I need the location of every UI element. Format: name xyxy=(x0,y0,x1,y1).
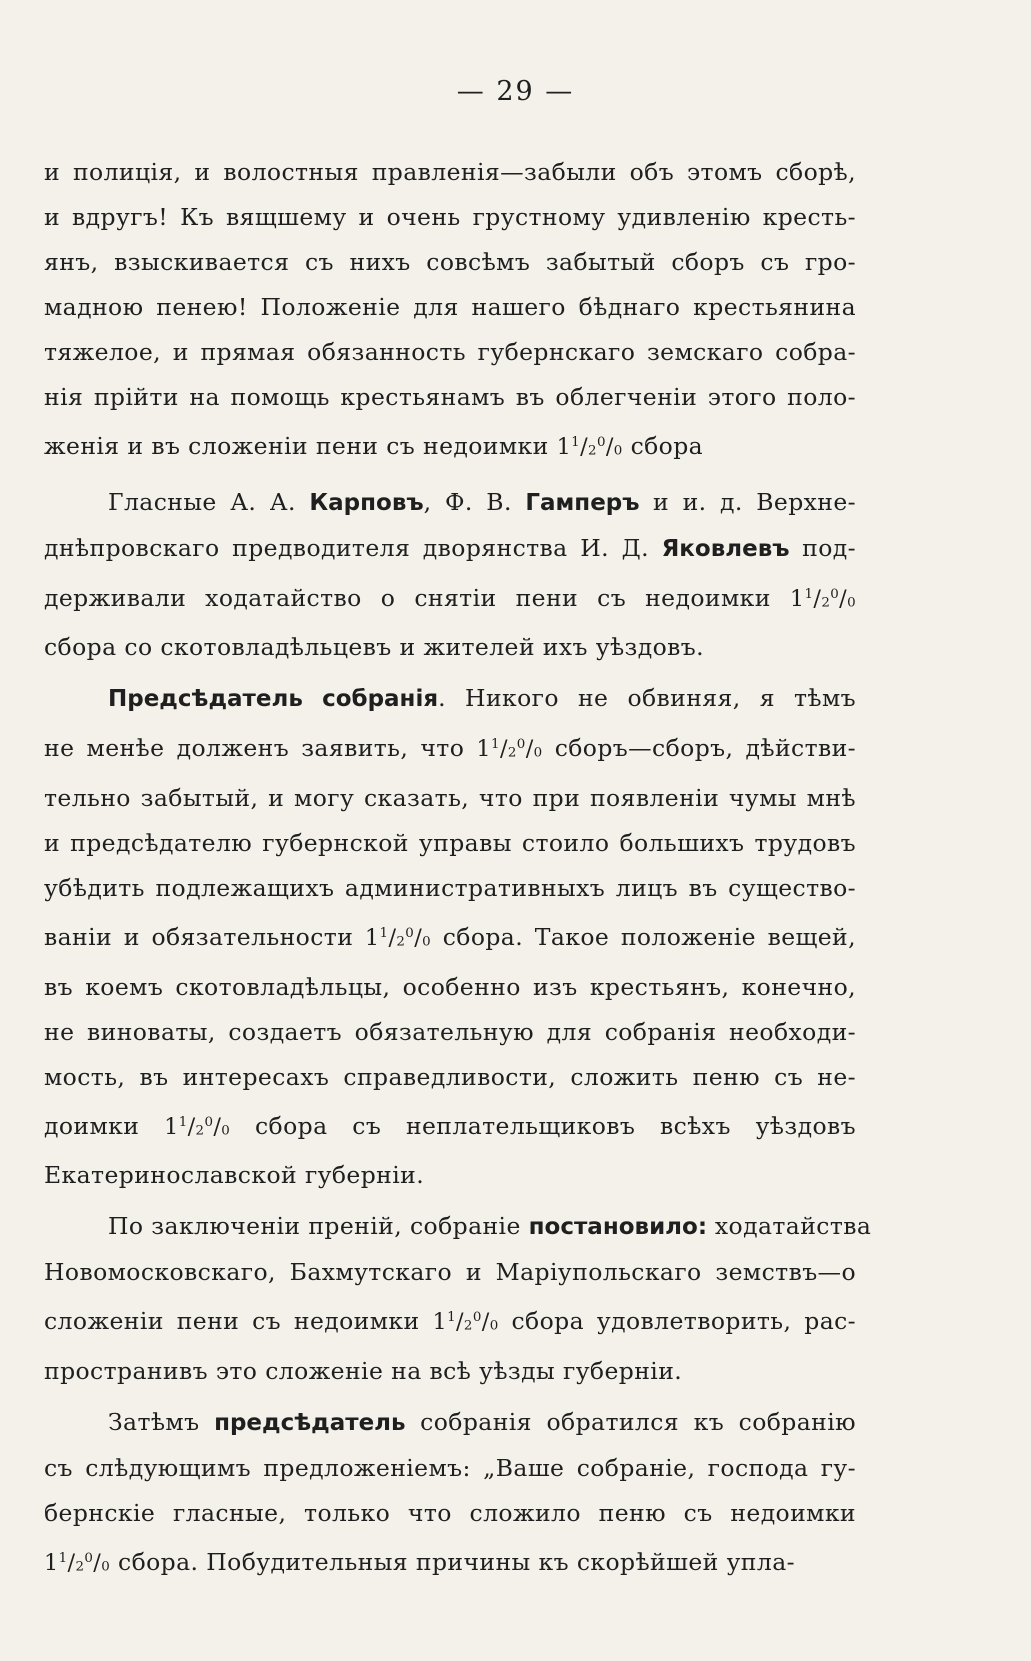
fraction-percent: $1^1/_2^0/_0$ xyxy=(432,1309,499,1336)
text-line xyxy=(108,1400,856,1446)
text-line xyxy=(108,480,856,526)
text-line xyxy=(44,1010,856,1055)
fraction-percent: $1^1/_2^0/_0$ xyxy=(789,585,856,612)
text-line xyxy=(44,1446,856,1491)
text-line xyxy=(44,375,856,420)
text-run: тельно забытый, и могу сказать, что при появленіи чумы мнѣ xyxy=(44,784,856,813)
text-run: ваніи и обязательности xyxy=(44,923,365,952)
text-run: въ коемъ скотовладѣльцы, особенно изъ крестьянъ, конечно, xyxy=(44,972,856,1001)
text-line xyxy=(108,676,856,722)
text-line xyxy=(44,1100,856,1154)
paragraph xyxy=(44,1400,856,1590)
text-run: Новомосковскаго, Бахмутскаго и Маріупольскаго земствъ—о xyxy=(44,1258,856,1287)
text-line xyxy=(44,722,856,776)
text-run: сбора. Побудительныя причины къ скорѣйшей упла- xyxy=(110,1548,795,1577)
text-run: и предсѣдателю губернской управы стоило большихъ трудовъ xyxy=(44,829,856,858)
text-line xyxy=(44,526,856,572)
text-run: собранія обратился къ собранію xyxy=(405,1408,857,1437)
text-run: тяжелое, и прямая обязанность губернскаго земскаго собра- xyxy=(44,338,856,366)
text-run: нія прійти на помощь крестьянамъ въ облегченіи этого поло- xyxy=(44,383,856,411)
text-line xyxy=(44,1055,856,1100)
text-run: сбора. Такое положеніе вещей, xyxy=(431,923,856,952)
text-line xyxy=(44,572,856,626)
text-run: съ слѣдующимъ предложеніемъ: „Ваше собраніе, господа гу- xyxy=(44,1454,856,1483)
text-run: сбора xyxy=(622,432,704,461)
text-run: и вдругъ! Къ вящшему и очень грустному удивленію кресть- xyxy=(44,203,856,231)
bold-name: Яковлевъ xyxy=(661,535,790,562)
text-line xyxy=(44,776,856,821)
bold-name: постановило: xyxy=(528,1214,708,1241)
text-run: сбора удовлетворить, рас- xyxy=(498,1307,857,1336)
text-run: держивали ходатайство о снятіи пени съ недоимки xyxy=(44,583,790,612)
text-run: доимки xyxy=(44,1111,165,1140)
text-line xyxy=(44,1295,856,1349)
text-line xyxy=(44,420,856,474)
bold-name: предсѣдатель xyxy=(214,1410,406,1437)
text-run: янъ, взыскивается съ нихъ совсѣмъ забытый сборъ съ гро- xyxy=(44,248,856,276)
paragraph xyxy=(44,1204,872,1394)
text-run: сборъ—сборъ, дѣйстви- xyxy=(542,734,857,763)
document-body xyxy=(44,150,872,1590)
text-run: не менѣе долженъ заявить, что xyxy=(44,734,477,763)
bold-name: Предсѣдатель собранія xyxy=(108,686,439,713)
text-run: , Ф. В. xyxy=(423,487,526,516)
text-line xyxy=(44,1536,856,1590)
fraction-percent: $1^1/_2^0/_0$ xyxy=(164,1113,231,1140)
text-run: убѣдить подлежащихъ административныхъ лицъ въ существо- xyxy=(44,874,856,903)
text-line xyxy=(44,821,856,866)
text-line xyxy=(44,150,856,195)
text-run: днѣпровскаго предводителя дворянства И. Д. xyxy=(44,533,662,562)
page-number: — 29 — xyxy=(456,76,575,107)
fraction-percent: $1^1/_2^0/_0$ xyxy=(364,925,432,952)
text-run: мость, въ интересахъ справедливости, сложить пеню съ не- xyxy=(44,1062,856,1091)
text-line xyxy=(44,195,856,240)
fraction-percent: $1^1/_2^0/_0$ xyxy=(44,1550,111,1577)
bold-name: Гамперъ xyxy=(525,489,640,516)
text-line xyxy=(44,240,856,285)
fraction-percent: $1^1/_2^0/_0$ xyxy=(476,736,543,763)
text-line xyxy=(44,625,856,670)
text-run: . Никого не обвиняя, я тѣмъ xyxy=(438,684,857,713)
bold-name: Карповъ xyxy=(309,489,424,516)
text-run: Гласные А. А. xyxy=(108,487,310,516)
text-run: Екатеринославской губерніи. xyxy=(44,1161,425,1190)
text-line xyxy=(44,1349,856,1394)
text-line xyxy=(44,1153,856,1198)
fraction-percent: $1^1/_2^0/_0$ xyxy=(556,434,623,461)
text-run: мадною пенею! Положеніе для нашего бѣднаго крестьянина xyxy=(44,293,856,321)
text-run: ходатайства xyxy=(707,1212,872,1241)
text-run: женія и въ сложеніи пени съ недоимки xyxy=(44,432,557,461)
paragraph xyxy=(44,150,856,474)
text-run: и и. д. Верхне- xyxy=(639,487,857,516)
text-run: пространивъ это сложеніе на всѣ уѣзды губерніи. xyxy=(44,1357,683,1386)
text-run: не виноваты, создаетъ обязательную для собранія необходи- xyxy=(44,1017,856,1046)
text-line xyxy=(44,965,856,1010)
text-line xyxy=(44,285,856,330)
text-run: сложеніи пени съ недоимки xyxy=(44,1307,433,1336)
paragraph xyxy=(44,480,856,671)
text-run: Затѣмъ xyxy=(108,1408,215,1437)
text-line xyxy=(44,1250,856,1295)
text-line xyxy=(44,866,856,911)
text-run: сбора съ неплательщиковъ всѣхъ уѣздовъ xyxy=(230,1111,856,1140)
text-run: сбора со скотовладѣльцевъ и жителей ихъ уѣздовъ. xyxy=(44,633,705,662)
text-run: бернскіе гласные, только что сложило пеню съ недоимки xyxy=(44,1499,856,1528)
text-line xyxy=(108,1204,872,1250)
text-line xyxy=(44,911,856,965)
paragraph xyxy=(44,676,856,1198)
text-run: под- xyxy=(789,533,856,562)
text-line xyxy=(44,330,856,375)
text-run: По заключеніи преній, собраніе xyxy=(108,1212,529,1241)
text-line xyxy=(44,1491,856,1536)
text-run: и полиція, и волостныя правленія—забыли объ этомъ сборѣ, xyxy=(44,158,856,186)
